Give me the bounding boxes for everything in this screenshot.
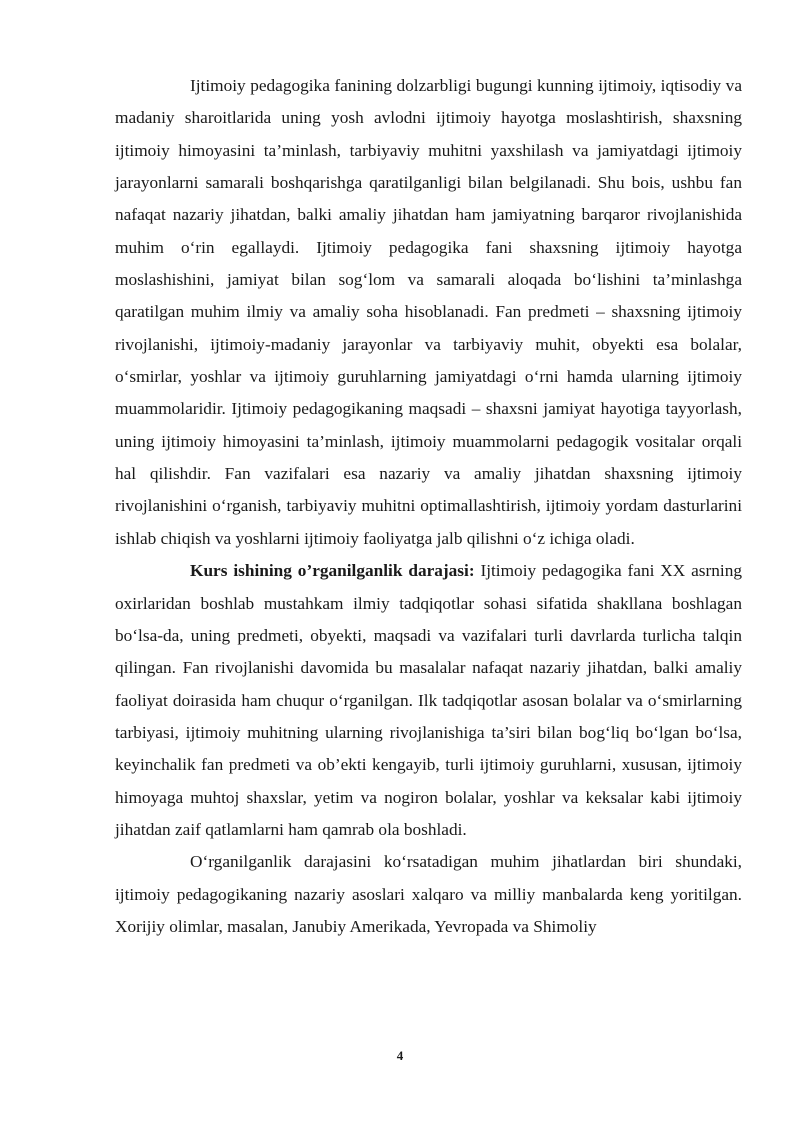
paragraph-text: Ijtimoiy pedagogika fani XX asrning oxirlaridan boshlab mustahkam ilmiy tadqiqotlar sohasi sifatida shakllana boshlagan bo‘lsa-da, uning predmeti, obyekti, maqsadi va vazifalari turli davrlarda turlicha talqin qilingan. Fan rivojlanishi davomida bu masalalar nafaqat nazariy jihatdan, balki amaliy faoliyat doirasida ham chuqur o‘rganilgan. Ilk tadqiqotlar asosan bolalar va o‘smirlarning tarbiyasi, ijtimoiy muhitning ularning rivojlanishiga ta’siri bilan bog‘liq bo‘lgan bo‘lsa, keyinchalik fan predmeti va ob’ekti kengayib, turli ijtimoiy guruhlarni, xususan, ijtimoiy himoyaga muhtoj shaxslar, yetim va nogiron bolalar, yoshlar va keksalar kabi ijtimoiy jihatdan zaif qatlamlarni ham qamrab ola boshladi. <box>115 561 742 839</box>
document-body <box>115 70 742 943</box>
paragraph-heading-bold: Kurs ishining o’rganilganlik darajasi: <box>190 561 475 581</box>
paragraph-sources <box>115 846 742 943</box>
paragraph-text: O‘rganilganlik darajasini ko‘rsatadigan muhim jihatlardan biri shundaki, ijtimoiy pedagogikaning nazariy asoslari xalqaro va milliy manbalarda keng yoritilgan. Xorijiy olimlar, masalan, Janubiy Amerikada, Yevropada va Shimoliy <box>115 852 742 936</box>
paragraph-study-level <box>115 555 742 846</box>
paragraph-text: Ijtimoiy pedagogika fanining dolzarbligi bugungi kunning ijtimoiy, iqtisodiy va madaniy sharoitlarida uning yosh avlodni ijtimoiy hayotga moslashtirish, shaxsning ijtimoiy himoyasini ta’minlash, tarbiyaviy muhitni yaxshilash va jamiyatdagi ijtimoiy jarayonlarni samarali boshqarishga qaratilganligi bilan belgilanadi. Shu bois, ushbu fan nafaqat nazariy jihatdan, balki amaliy jihatdan ham jamiyatning barqaror rivojlanishida muhim o‘rin egallaydi. Ijtimoiy pedagogika fani shaxsning ijtimoiy hayotga moslashishini, jamiyat bilan sog‘lom va samarali aloqada bo‘lishini ta’minlashga qaratilgan muhim ilmiy va amaliy soha hisoblanadi. Fan predmeti – shaxsning ijtimoiy rivojlanishi, ijtimoiy-madaniy jarayonlar va tarbiyaviy muhit, obyekti esa bolalar, o‘smirlar, yoshlar va ijtimoiy guruhlarning jamiyatdagi o‘rni hamda ularning ijtimoiy muammolaridir. Ijtimoiy pedagogikaning maqsadi – shaxsni jamiyat hayotiga tayyorlash, uning ijtimoiy himoyasini ta’minlash, ijtimoiy muammolarni pedagogik vositalar orqali hal qilishdir. Fan vazifalari esa nazariy va amaliy jihatdan shaxsning ijtimoiy rivojlanishini o‘rganish, tarbiyaviy muhitni optimallashtirish, ijtimoiy yordam dasturlarini ishlab chiqish va yoshlarni ijtimoiy faoliyatga jalb qilishni o‘z ichiga oladi. <box>115 76 742 548</box>
paragraph-relevance <box>115 70 742 555</box>
page-number: 4 <box>396 1048 404 1063</box>
